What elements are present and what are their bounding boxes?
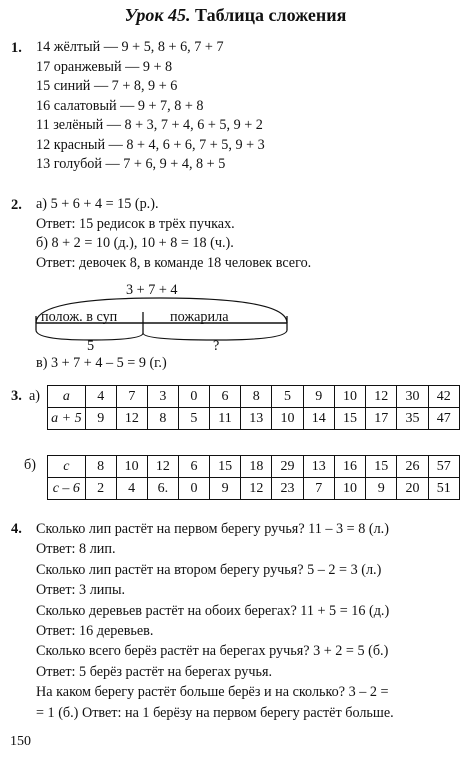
table-cell: 3: [147, 386, 178, 408]
table-cell: 30: [397, 386, 428, 408]
table-cell: 7: [303, 478, 334, 500]
task1-line: 15 синий — 7 + 8, 9 + 6: [36, 78, 178, 94]
task1-line: 13 голубой — 7 + 6, 9 + 4, 8 + 5: [36, 156, 226, 172]
table-cell: 8: [241, 386, 272, 408]
table-cell: 10: [334, 478, 365, 500]
table-cell: 0: [178, 386, 209, 408]
table-cell: 15: [334, 408, 365, 430]
table-cell: 47: [428, 408, 459, 430]
task1-line: 14 жёлтый — 9 + 5, 8 + 6, 7 + 7: [36, 39, 224, 55]
task2-line: Ответ: 15 редисок в трёх пучках.: [36, 215, 235, 232]
table-cell: 51: [428, 478, 459, 500]
table-cell: 35: [397, 408, 428, 430]
table-cell: 13: [241, 408, 272, 430]
table-cell: 12: [116, 408, 147, 430]
lesson-topic: Таблица сложения: [195, 5, 347, 25]
table-cell: 9: [85, 408, 116, 430]
table-cell: 13: [303, 456, 334, 478]
table-cell: 7: [116, 386, 147, 408]
table-cell: 12: [147, 456, 178, 478]
task3-number: 3.: [11, 388, 22, 404]
table-cell: 9: [209, 478, 240, 500]
table-row-header: c: [48, 456, 86, 478]
table-cell: 26: [397, 456, 428, 478]
task4-line: Сколько деревьев растёт на обоих берегах? 11 + 5 = 16 (д.): [36, 602, 390, 619]
table-cell: 42: [428, 386, 459, 408]
table-cell: 12: [366, 386, 397, 408]
table-cell: 29: [272, 456, 303, 478]
table-cell: 10: [272, 408, 303, 430]
table-cell: 11: [209, 408, 240, 430]
table-cell: 9: [303, 386, 334, 408]
table-cell: 6: [209, 386, 240, 408]
table-cell: 6.: [147, 478, 178, 500]
task3b-label: б): [24, 457, 36, 473]
diagram-seg1-value: 5: [87, 338, 95, 354]
table-cell: 15: [366, 456, 397, 478]
task1-line: 11 зелёный — 8 + 3, 7 + 4, 6 + 5, 9 + 2: [36, 117, 263, 133]
task4-line: На каком берегу растёт больше берёз и на сколько? 3 – 2 =: [36, 684, 389, 701]
task4-line: = 1 (б.) Ответ: на 1 берёзу на первом берегу растёт больше.: [36, 704, 394, 721]
table-cell: 17: [366, 408, 397, 430]
table-cell: 10: [116, 456, 147, 478]
task4-line: Сколько лип растёт на первом берегу ручья? 11 – 3 = 8 (л.): [36, 521, 389, 537]
page-number: 150: [10, 734, 31, 749]
task1-line: 16 салатовый — 9 + 7, 8 + 8: [36, 97, 204, 114]
table-row: [48, 408, 460, 430]
task2-line: Ответ: девочек 8, в команде 18 человек всего.: [36, 254, 312, 271]
table-a: [47, 385, 460, 430]
table-cell: 5: [272, 386, 303, 408]
task4-line: Ответ: 16 деревьев.: [36, 623, 154, 640]
table-cell: 12: [241, 478, 272, 500]
task2-line-v: в) 3 + 7 + 4 – 5 = 9 (г.): [36, 355, 167, 371]
table-cell: 14: [303, 408, 334, 430]
table-cell: 8: [85, 456, 116, 478]
lesson-number: Урок 45.: [124, 5, 191, 25]
task2-number: 2.: [11, 197, 22, 213]
table-row-header: c – 6: [48, 478, 86, 500]
diagram-seg1-label: полож. в суп: [41, 309, 118, 325]
task4-line: Сколько лип растёт на втором берегу ручья? 5 – 2 = 3 (л.): [36, 561, 382, 578]
diagram-seg2-value: ?: [213, 338, 220, 354]
table-cell: 10: [334, 386, 365, 408]
task4-lines: [36, 519, 394, 723]
diagram-top-label: 3 + 7 + 4: [126, 282, 178, 298]
table-cell: 4: [116, 478, 147, 500]
task4-line: Ответ: 5 берёз растёт на берегах ручья.: [36, 663, 273, 680]
table-cell: 2: [85, 478, 116, 500]
table-cell: 5: [178, 408, 209, 430]
table-cell: 20: [397, 478, 428, 500]
table-cell: 8: [147, 408, 178, 430]
task1-line: 12 красный — 8 + 4, 6 + 6, 7 + 5, 9 + 3: [36, 136, 265, 153]
table-b: [47, 455, 460, 500]
table-cell: 0: [179, 478, 210, 500]
table-row: [48, 386, 460, 408]
task4-line: Сколько всего берёз растёт на берегах ручья? 3 + 2 = 5 (б.): [36, 643, 389, 660]
table-cell: 23: [272, 478, 303, 500]
task2-line: а) 5 + 6 + 4 = 15 (р.).: [36, 196, 159, 212]
diagram-seg2-label: пожарила: [170, 309, 229, 325]
task2-line: б) 8 + 2 = 10 (д.), 10 + 8 = 18 (ч.).: [36, 235, 234, 251]
table-row: [48, 456, 460, 478]
table-cell: 16: [334, 456, 365, 478]
table-cell: 6: [179, 456, 210, 478]
task1-line: 17 оранжевый — 9 + 8: [36, 58, 173, 75]
task3a-label: а): [29, 388, 41, 404]
table-cell: 15: [209, 456, 240, 478]
table-cell: 9: [366, 478, 397, 500]
task1-number: 1.: [11, 40, 22, 56]
task4-number: 4.: [11, 521, 22, 537]
table-row-header: a: [48, 386, 86, 408]
task4-line: Ответ: 3 липы.: [36, 582, 126, 599]
table-cell: 57: [428, 456, 459, 478]
table-cell: 4: [85, 386, 116, 408]
table-cell: 18: [241, 456, 272, 478]
table-row-header: a + 5: [48, 408, 86, 430]
table-row: [48, 478, 460, 500]
task4-line: Ответ: 8 лип.: [36, 541, 116, 558]
